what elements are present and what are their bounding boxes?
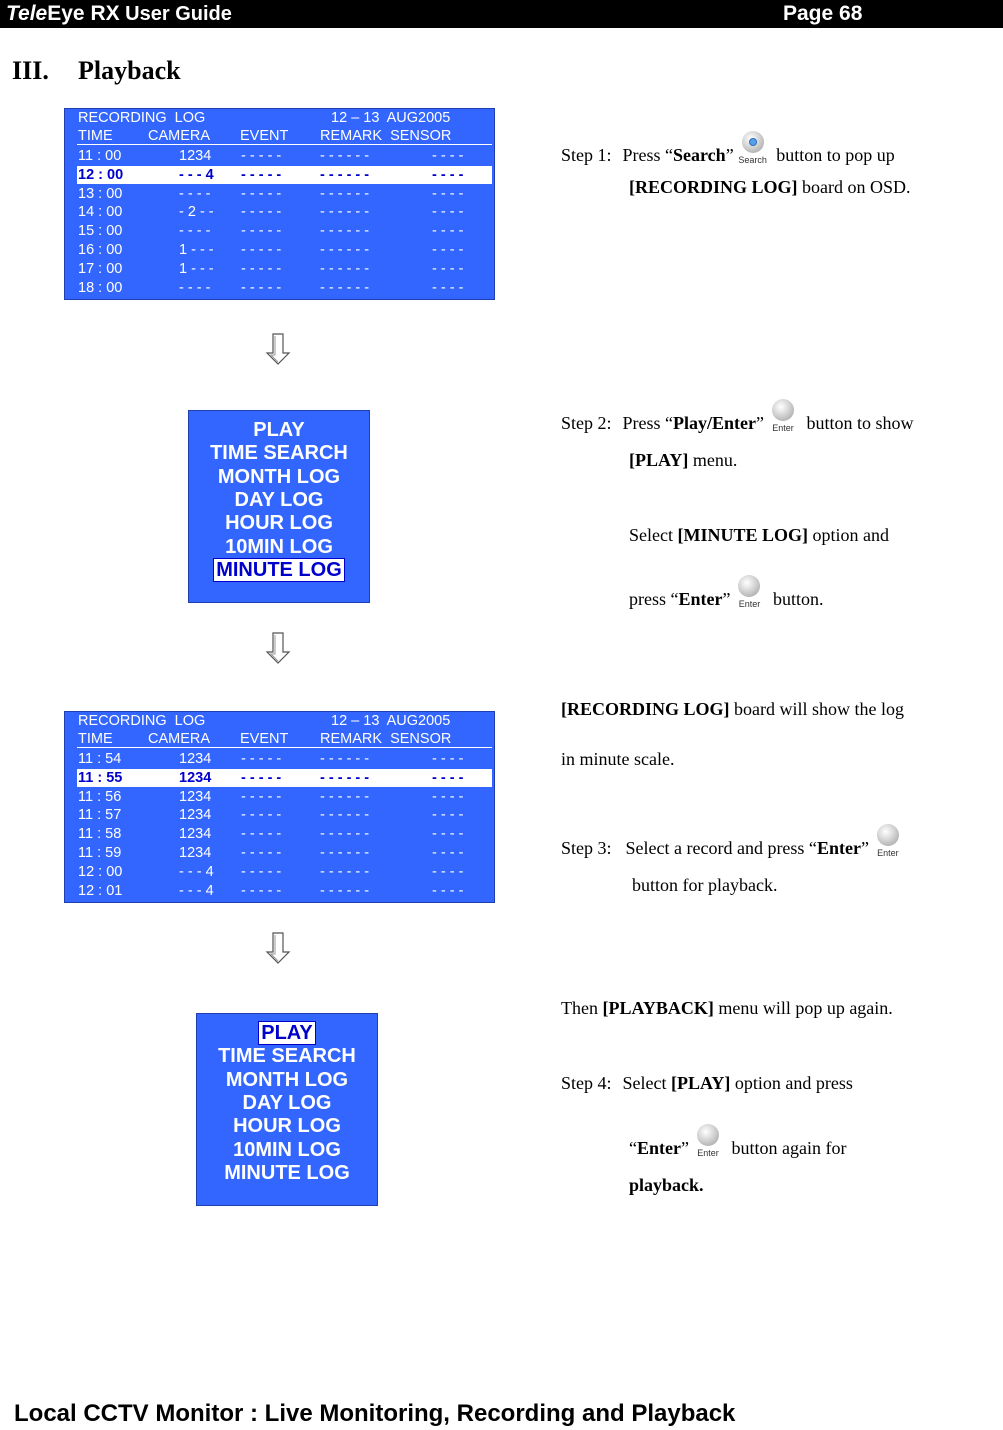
step2-line1 (561, 399, 914, 435)
row-camera: 1234 (179, 788, 212, 805)
row-time: 11 : 56 (78, 788, 122, 805)
step1-text-end: button to pop up (771, 145, 895, 165)
menu-item-minute-log[interactable] (189, 559, 369, 582)
row-sensor: - - - - (432, 223, 464, 240)
row-remark: - - - - - - (320, 788, 370, 805)
log-row[interactable] (77, 788, 492, 806)
row-event: - - - - - (241, 279, 282, 296)
row-event: - - - - - (241, 769, 282, 786)
row-camera: - - - - (179, 223, 211, 240)
log-row[interactable] (77, 279, 492, 297)
col-camera: CAMERA (148, 128, 211, 144)
row-event: - - - - - (241, 166, 282, 183)
row-time: 15 : 00 (78, 223, 123, 240)
step2-line4 (629, 575, 824, 611)
step4-label: Step 4: (561, 1073, 612, 1093)
log-title-row (77, 712, 492, 730)
para1-board: [RECORDING LOG] (561, 699, 730, 719)
col-camera: CAMERA (148, 731, 211, 747)
header-brand (6, 2, 232, 26)
menu-item-label: MINUTE LOG (213, 558, 345, 582)
row-camera: 1234 (179, 845, 212, 861)
row-sensor: - - - - (432, 826, 464, 843)
menu-item-month-log[interactable] (189, 466, 369, 489)
row-event: - - - - - (241, 863, 282, 880)
row-sensor: - - - - (432, 845, 464, 861)
para2-text: menu will pop up again. (713, 998, 893, 1018)
row-time: 11 : 59 (78, 845, 122, 861)
menu-item-label: PLAY (253, 419, 305, 441)
recording-log-minute (64, 711, 495, 903)
enter-button-caption: Enter (877, 848, 899, 858)
log-row[interactable] (77, 147, 492, 165)
para1-text: board will show the log (729, 699, 904, 719)
step3-quote: ” (860, 838, 869, 858)
row-camera: - - - 4 (179, 166, 214, 183)
para2-then: Then (561, 998, 603, 1018)
row-remark: - - - - - - (320, 863, 370, 880)
log-column-headers (77, 127, 492, 145)
search-button-icon (738, 131, 768, 167)
menu-item-play[interactable] (189, 419, 369, 442)
menu-item-label: HOUR LOG (233, 1115, 341, 1138)
col-remark-sensor: REMARK SENSOR (320, 731, 452, 747)
menu-item-label: 10MIN LOG (225, 535, 333, 558)
row-remark: - - - - - - (320, 826, 370, 843)
step1-text: Press “ (622, 145, 674, 165)
row-remark: - - - - - - (320, 260, 370, 277)
step1-board: [RECORDING LOG] (629, 177, 798, 197)
header-guide: User Guide (119, 3, 232, 25)
menu-item-month-log[interactable] (197, 1069, 377, 1092)
para1-line1 (561, 699, 904, 720)
log-row[interactable] (77, 769, 492, 787)
log-title: RECORDING LOG (78, 110, 206, 126)
step4-text: option and press (730, 1073, 853, 1093)
para1-line2: in minute scale. (561, 749, 675, 769)
menu-item-label: MONTH LOG (225, 1068, 349, 1091)
log-row[interactable] (77, 241, 492, 259)
enter-button-caption: Enter (697, 1148, 719, 1158)
section-name: Playback (78, 56, 181, 85)
row-event: - - - - - (241, 845, 282, 861)
row-sensor: - - - - (432, 279, 464, 296)
page-footer: Local CCTV Monitor : Live Monitoring, Recording and Playback (14, 1400, 736, 1427)
row-remark: - - - - - - (320, 223, 370, 240)
step3-line1 (561, 824, 907, 860)
row-remark: - - - - - - (320, 148, 370, 164)
row-remark: - - - - - - (320, 204, 370, 221)
row-sensor: - - - - (432, 166, 464, 183)
row-time: 11 : 58 (78, 826, 122, 843)
row-sensor: - - - - (432, 788, 464, 805)
step4-quote-open: “ (629, 1138, 637, 1158)
row-event: - - - - - (241, 148, 282, 164)
menu-item-minute-log[interactable] (197, 1162, 377, 1185)
recording-log-hourly (64, 108, 495, 300)
step4-text-end: button again for (727, 1138, 847, 1158)
step2-option-text: option and (807, 525, 889, 545)
row-time: 13 : 00 (78, 185, 123, 202)
play-menu-minute-log (188, 410, 370, 603)
col-time: TIME (78, 731, 113, 747)
menu-item-day-log[interactable] (189, 489, 369, 512)
row-remark: - - - - - - (320, 279, 370, 296)
log-row[interactable] (77, 750, 492, 768)
log-row[interactable] (77, 844, 492, 862)
row-sensor: - - - - (432, 204, 464, 221)
log-row[interactable] (77, 222, 492, 240)
log-title: RECORDING LOG (78, 713, 206, 729)
step2-press: press “ (629, 589, 679, 609)
row-camera: - - - 4 (179, 863, 214, 880)
step2-quote: ” (756, 413, 765, 433)
row-sensor: - - - - (432, 185, 464, 202)
down-arrow-icon (265, 932, 291, 964)
row-camera: - - - - (179, 279, 211, 296)
step2-select: Select (629, 525, 678, 545)
menu-item-10min-log[interactable] (197, 1139, 377, 1162)
step2-menu-text: menu. (688, 450, 738, 470)
row-remark: - - - - - - (320, 751, 370, 767)
step3-label: Step 3: (561, 838, 612, 858)
menu-item-hour-log[interactable] (189, 512, 369, 535)
row-time: 12 : 01 (78, 882, 123, 899)
step2-label: Step 2: (561, 413, 612, 433)
para2 (561, 998, 893, 1019)
log-title-row (77, 109, 492, 127)
step2-button-text: button. (768, 589, 824, 609)
menu-item-label: 10MIN LOG (233, 1138, 341, 1161)
step4-playback: playback. (629, 1175, 704, 1195)
step4-play: [PLAY] (671, 1073, 731, 1093)
menu-item-label: DAY LOG (242, 1091, 332, 1114)
menu-item-label: TIME SEARCH (210, 442, 348, 465)
log-date: 12 – 13 AUG2005 (331, 713, 451, 729)
log-row[interactable] (77, 863, 492, 881)
log-row[interactable] (77, 806, 492, 824)
down-arrow-icon (265, 632, 291, 664)
row-camera: 1 - - - (179, 242, 214, 258)
step2-play-enter-word: Play/Enter (673, 413, 757, 433)
row-sensor: - - - - (432, 260, 464, 277)
section-number: III. (12, 56, 49, 85)
step1-quote: ” (725, 145, 734, 165)
step4-line2 (629, 1124, 846, 1160)
col-remark-sensor: REMARK SENSOR (320, 128, 452, 144)
row-camera: 1234 (179, 807, 212, 824)
row-sensor: - - - - (432, 882, 464, 899)
row-event: - - - - - (241, 204, 282, 221)
row-remark: - - - - - - (320, 807, 370, 824)
row-time: 14 : 00 (78, 204, 123, 221)
row-remark: - - - - - - (320, 185, 370, 202)
row-camera: 1234 (179, 826, 212, 843)
step3-text: Select a record and press “ (625, 838, 817, 858)
play-menu-play (196, 1013, 378, 1206)
step2-line3 (629, 525, 889, 546)
step4-select: Select (622, 1073, 671, 1093)
step1-line2 (629, 177, 911, 198)
menu-item-day-log[interactable] (197, 1092, 377, 1115)
step4-enter-word: Enter (637, 1138, 681, 1158)
log-date: 12 – 13 AUG2005 (331, 110, 451, 126)
search-button-caption: Search (738, 155, 767, 165)
menu-item-label: HOUR LOG (225, 512, 333, 535)
step2-text-end: button to show (802, 413, 914, 433)
row-sensor: - - - - (432, 751, 464, 767)
log-row[interactable] (77, 260, 492, 278)
row-sensor: - - - - (432, 769, 464, 786)
enter-button-icon (734, 575, 764, 611)
row-time: 11 : 55 (78, 769, 123, 786)
row-event: - - - - - (241, 751, 282, 767)
col-event: EVENT (240, 128, 289, 144)
step3-line2: button for playback. (632, 875, 778, 895)
step1-board-text: board on OSD. (797, 177, 911, 197)
log-row[interactable] (77, 166, 492, 184)
menu-item-10min-log[interactable] (189, 536, 369, 559)
row-time: 11 : 57 (78, 807, 122, 824)
enter-button-caption: Enter (772, 423, 794, 433)
step2-quote2: ” (722, 589, 731, 609)
row-event: - - - - - (241, 185, 282, 202)
step1-label: Step 1: (561, 145, 612, 165)
row-event: - - - - - (241, 260, 282, 277)
row-time: 11 : 54 (78, 751, 122, 767)
log-row[interactable] (77, 882, 492, 900)
menu-item-label: DAY LOG (234, 488, 324, 511)
brand-tele: Tele (6, 2, 48, 25)
down-arrow-icon (265, 333, 291, 365)
row-event: - - - - - (241, 826, 282, 843)
step4-quote-close: ” (681, 1138, 689, 1158)
row-camera: 1234 (179, 751, 212, 767)
row-camera: - - - 4 (179, 882, 214, 899)
para2-playback: [PLAYBACK] (602, 998, 714, 1018)
enter-button-icon (693, 1124, 723, 1160)
row-remark: - - - - - - (320, 845, 370, 861)
row-event: - - - - - (241, 242, 282, 258)
step1-search-word: Search (673, 145, 726, 165)
log-row[interactable] (77, 203, 492, 221)
row-camera: 1234 (179, 148, 212, 164)
row-time: 12 : 00 (78, 863, 123, 880)
menu-item-time-search[interactable] (197, 1045, 377, 1068)
col-event: EVENT (240, 731, 289, 747)
page-header (0, 0, 1003, 28)
enter-button-icon (768, 399, 798, 435)
row-sensor: - - - - (432, 807, 464, 824)
row-event: - - - - - (241, 882, 282, 899)
row-sensor: - - - - (432, 863, 464, 880)
menu-item-label: MONTH LOG (217, 465, 341, 488)
row-sensor: - - - - (432, 242, 464, 258)
brand-rest: Eye RX (47, 2, 120, 25)
menu-item-label: MINUTE LOG (224, 1161, 350, 1184)
row-time: 12 : 00 (78, 166, 124, 183)
log-row[interactable] (77, 825, 492, 843)
row-event: - - - - - (241, 788, 282, 805)
menu-item-hour-log[interactable] (197, 1115, 377, 1138)
menu-item-label: PLAY (258, 1021, 316, 1045)
row-remark: - - - - - - (320, 882, 370, 899)
section-title (12, 56, 181, 86)
row-remark: - - - - - - (320, 242, 370, 258)
step3-enter-word: Enter (816, 838, 861, 858)
step1-line1 (561, 131, 895, 167)
row-sensor: - - - - (432, 148, 464, 164)
menu-item-play[interactable] (197, 1022, 377, 1045)
page-number: Page 68 (783, 2, 863, 25)
enter-button-icon (873, 824, 903, 860)
row-camera: 1 - - - (179, 260, 214, 277)
menu-item-time-search[interactable] (189, 442, 369, 465)
log-row[interactable] (77, 185, 492, 203)
row-time: 18 : 00 (78, 279, 123, 296)
enter-button-caption: Enter (738, 599, 761, 609)
step2-enter-word: Enter (678, 589, 723, 609)
row-time: 11 : 00 (78, 148, 122, 164)
step2-minute-log: [MINUTE LOG] (677, 525, 808, 545)
row-camera: 1234 (179, 769, 212, 786)
step2-play: [PLAY] (629, 450, 689, 470)
menu-item-label: TIME SEARCH (218, 1045, 356, 1068)
log-column-headers (77, 730, 492, 748)
row-remark: - - - - - - (320, 769, 370, 786)
row-camera: - 2 - - (179, 204, 214, 221)
row-time: 17 : 00 (78, 260, 123, 277)
row-camera: - - - - (179, 185, 211, 202)
row-event: - - - - - (241, 223, 282, 240)
step2-text: Press “ (622, 413, 674, 433)
row-event: - - - - - (241, 807, 282, 824)
row-time: 16 : 00 (78, 242, 123, 258)
step2-line2 (629, 450, 737, 471)
col-time: TIME (78, 128, 113, 144)
row-remark: - - - - - - (320, 166, 370, 183)
step4-line3 (629, 1175, 704, 1196)
step4-line1 (561, 1073, 853, 1094)
